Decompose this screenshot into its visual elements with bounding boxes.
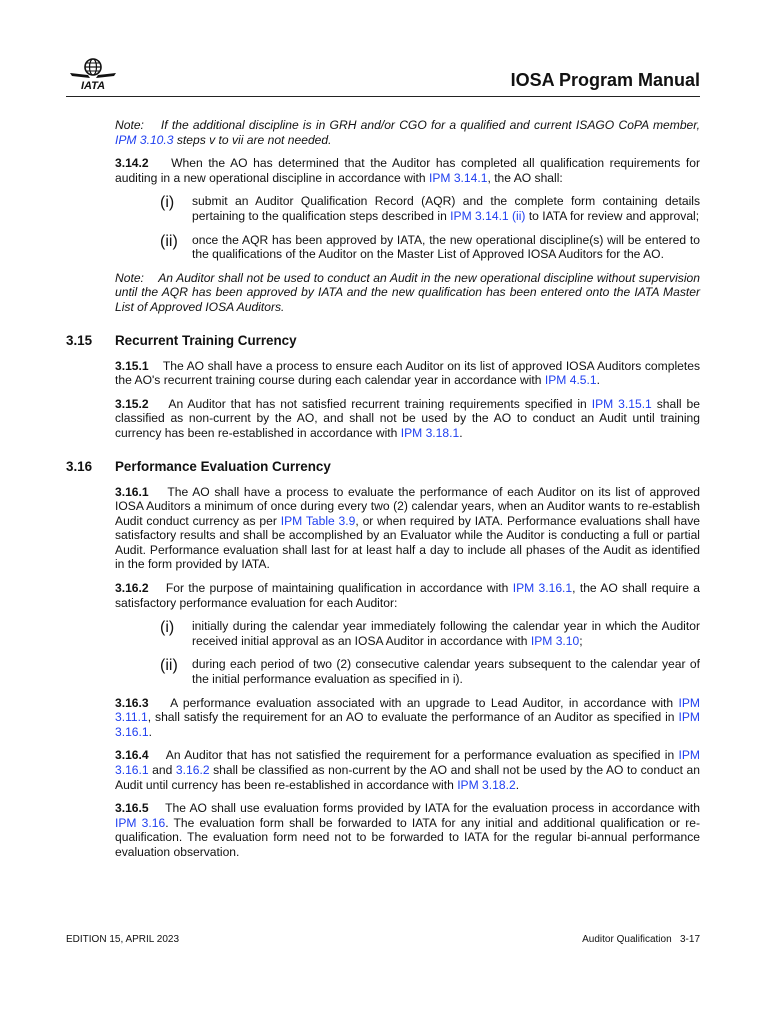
para-3-16-4: 3.16.4 An Auditor that has not satisfied the requirement for a performance evaluation as specified in IPM 3.16.1 and 3.16.2 shall be classified as non-current by the AO and shall not be used by the AO to conduct an Audit until currency has been re-established in accordance with IPM 3.18.2. <box>115 748 700 792</box>
page-footer <box>66 934 700 945</box>
link-ipm-3-16-1[interactable]: IPM 3.16.1 <box>512 581 573 596</box>
para-number: 3.14.2 <box>115 156 149 171</box>
link-ipm-3-10[interactable]: IPM 3.10 <box>530 633 580 648</box>
list-item: (i) initially during the calendar year immediately following the calendar year in which the Auditor received initial approval as an IOSA Auditor in accordance with IPM 3.10; <box>160 619 700 648</box>
page-header <box>66 56 700 97</box>
note-additional-discipline: Note: If the additional discipline is in GRH and/or CGO for a qualified and current ISAGO CoPA member, IPM 3.10.3 steps v to vii are not needed. <box>115 118 700 147</box>
footer-right <box>582 934 700 945</box>
para-3-16-5: 3.16.5 The AO shall use evaluation forms provided by IATA for the evaluation process in accordance with IPM 3.16. The evaluation form shall be forwarded to IATA for any initial and additional qualification or re-qualification. The evaluation form need not to be forwarded to IATA for the regular bi-annual performance evaluation observation. <box>115 801 700 859</box>
para-3-16-3: 3.16.3 A performance evaluation associated with an upgrade to Lead Auditor, in accordance with IPM 3.11.1, shall satisfy the requirement for an AO to evaluate the performance of an Auditor as specified in IPM 3.16.1. <box>115 695 700 739</box>
edition-label: EDITION 15, APRIL 2023 <box>66 934 180 945</box>
link-ipm-4-5-1[interactable]: IPM 4.5.1 <box>544 373 597 388</box>
para-3-15-2: 3.15.2 An Auditor that has not satisfied recurrent training requirements specified in IPM 3.15.1 shall be classified as non-current by the AO, and shall not be used by the AO to conduct an Audit until training currency has been re-established in accordance with IPM 3.18.1. <box>115 396 700 440</box>
section-heading-3-15: 3.15 Recurrent Training Currency <box>66 332 297 348</box>
para-3-16-1: 3.16.1 The AO shall have a process to evaluate the performance of each Auditor on its list of approved IOSA Auditors a minimum of once during every two (2) calendar years, when an Auditor wants to re-establish Audit conduct currency as per IPM Table 3.9, or when required by IATA. Performance evaluations shall have satisfactory results and shall be accomplished by an Evaluator while the Auditor is conducting a full or partial Audit. Performance evaluation shall last for at least half a day to include all phases of the Audit as identified in the form provided by IATA. <box>115 484 700 572</box>
list-item: (ii) once the AQR has been approved by IATA, the new operational discipline(s) will be entered to the qualifications of the Auditor on the Master List of Approved IOSA Auditors for the AO. <box>160 232 700 262</box>
iata-logo <box>68 56 118 94</box>
link-ipm-3-14-1[interactable]: IPM 3.14.1 <box>428 170 488 185</box>
note-label: Note: <box>115 118 144 132</box>
manual-title: IOSA Program Manual <box>510 70 700 90</box>
link-ipm-3-11-1[interactable]: IPM 3.11.1 <box>115 695 700 725</box>
para-3-14-2: 3.14.2 When the AO has determined that the Auditor has completed all qualification requirements for auditing in a new operational discipline in accordance with IPM 3.14.1, the AO shall: <box>115 156 700 185</box>
main-content <box>66 118 700 860</box>
link-ipm-3-16-1[interactable]: IPM 3.16.1 <box>115 748 700 777</box>
link-ipm-3-16-1[interactable]: IPM 3.16.1 <box>115 710 700 739</box>
link-ipm-3-16[interactable]: IPM 3.16 <box>115 815 166 830</box>
note-label: Note: <box>115 270 144 285</box>
logo-text: IATA <box>80 80 106 92</box>
link-ipm-3-14-1-ii[interactable]: IPM 3.14.1 (ii) <box>450 208 526 223</box>
para-3-15-1: 3.15.1 The AO shall have a process to ensure each Auditor on its list of approved IOSA Auditors completes the AO's recurrent training course during each calendar year in accordance with IPM 4.5.1. <box>115 358 700 388</box>
list-item: (i) submit an Auditor Qualification Record (AQR) and the complete form containing details pertaining to the qualification steps described in IPM 3.14.1 (ii) to IATA for review and approval; <box>160 194 700 223</box>
section-heading-3-16: 3.16 Performance Evaluation Currency <box>66 458 331 474</box>
list-item: (ii) during each period of two (2) consecutive calendar years subsequent to the calendar year of the initial performance evaluation as specified in i). <box>160 657 700 687</box>
page-number: 3-17 <box>679 934 700 945</box>
link-3-16-2[interactable]: 3.16.2 <box>175 763 210 777</box>
link-ipm-3-18-2[interactable]: IPM 3.18.2 <box>457 777 516 792</box>
link-ipm-3-10-3[interactable]: IPM 3.10.3 <box>115 132 174 147</box>
note-auditor-supervision: Note: An Auditor shall not be used to conduct an Audit in the new operational discipline without supervision until the AQR has been approved by IATA and the new qualification has been entered onto the IATA Master List of Approved IOSA Auditors. <box>115 270 700 314</box>
link-ipm-3-18-1[interactable]: IPM 3.18.1 <box>400 425 460 440</box>
para-3-16-2: 3.16.2 For the purpose of maintaining qualification in accordance with IPM 3.16.1, the AO shall require a satisfactory performance evaluation for each Auditor: <box>115 581 700 610</box>
link-ipm-3-15-1[interactable]: IPM 3.15.1 <box>591 396 652 411</box>
chapter-name: Auditor Qualification <box>582 934 672 945</box>
link-ipm-table-3-9[interactable]: IPM Table 3.9 <box>280 513 356 528</box>
